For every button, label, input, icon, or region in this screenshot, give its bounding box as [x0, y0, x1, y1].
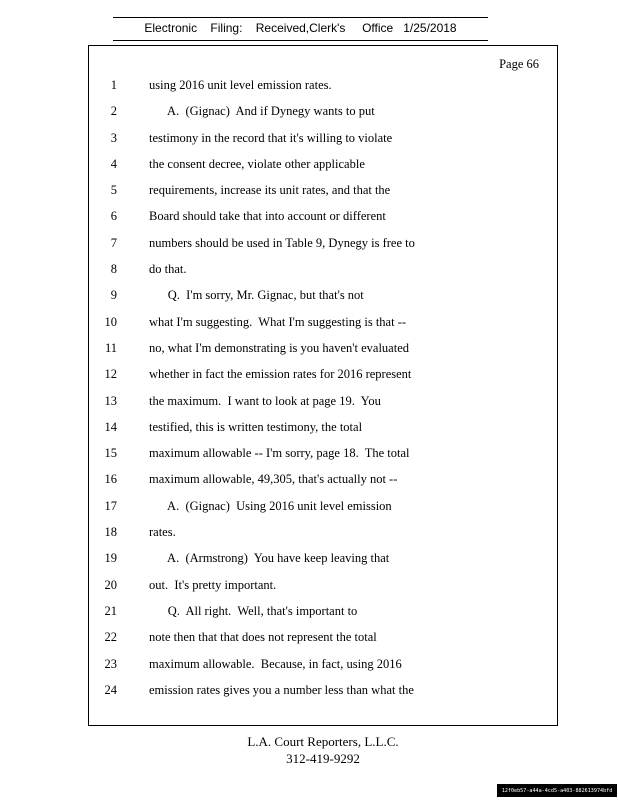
- line-text: whether in fact the emission rates for 2016 represent: [149, 367, 412, 382]
- transcript-line: [89, 72, 551, 98]
- line-number: 24: [104, 682, 117, 697]
- transcript-line: [89, 572, 551, 598]
- transcript-line: [89, 335, 551, 361]
- line-number: 22: [104, 630, 117, 645]
- line-number: 18: [104, 525, 117, 540]
- line-text: Q. All right. Well, that's important to: [149, 603, 358, 618]
- transcript-line: [89, 230, 551, 256]
- line-number: 15: [104, 446, 117, 461]
- transcript-line: [89, 624, 551, 650]
- line-number: 6: [110, 209, 117, 224]
- line-text: A. (Armstrong) You have keep leaving that: [149, 551, 390, 566]
- line-number: 23: [104, 656, 117, 671]
- line-number: 9: [110, 288, 117, 303]
- line-text: maximum allowable -- I'm sorry, page 18. The total: [149, 446, 410, 461]
- line-text: maximum allowable. Because, in fact, using 2016: [149, 656, 402, 671]
- line-text: testified, this is written testimony, the total: [149, 419, 363, 434]
- line-text: note then that that does not represent the total: [149, 630, 377, 645]
- transcript-line: [89, 256, 551, 282]
- line-number: 7: [110, 235, 117, 250]
- transcript-line: [89, 177, 551, 203]
- transcript-line: [89, 519, 551, 545]
- line-number: 21: [104, 603, 117, 618]
- line-number: 19: [104, 551, 117, 566]
- line-text: A. (Gignac) Using 2016 unit level emission: [149, 498, 392, 513]
- transcript-line: [89, 125, 551, 151]
- line-number: 4: [110, 156, 117, 171]
- transcript-line: [89, 440, 551, 466]
- transcript-line: [89, 545, 551, 571]
- line-text: testimony in the record that it's willing to violate: [149, 130, 393, 145]
- line-number: 12: [104, 367, 117, 382]
- line-text: do that.: [149, 262, 187, 277]
- reporter-phone: 312-419-9292: [286, 751, 360, 766]
- line-text: what I'm suggesting. What I'm suggesting is that --: [149, 314, 407, 329]
- line-text: emission rates gives you a number less than what the: [149, 682, 414, 697]
- header-rule-bottom: [113, 40, 488, 41]
- reporter-name: L.A. Court Reporters, L.L.C.: [247, 734, 399, 749]
- transcript-line: [89, 388, 551, 414]
- line-text: the maximum. I want to look at page 19. You: [149, 393, 381, 408]
- line-text: maximum allowable, 49,305, that's actually not --: [149, 472, 398, 487]
- line-number: 20: [104, 577, 117, 592]
- line-text: the consent decree, violate other applicable: [149, 156, 365, 171]
- reporter-footer: [88, 733, 558, 767]
- line-text: no, what I'm demonstrating is you haven't evaluated: [149, 340, 409, 355]
- line-text: using 2016 unit level emission rates.: [149, 78, 332, 92]
- transcript-line: [89, 98, 551, 124]
- transcript-line: [89, 151, 551, 177]
- transcript-page: [88, 45, 558, 726]
- transcript-line: [89, 466, 551, 492]
- line-text: Board should take that into account or different: [149, 209, 386, 224]
- line-text: A. (Gignac) And if Dynegy wants to put: [149, 104, 375, 119]
- transcript-body: [89, 72, 551, 703]
- line-number: 3: [110, 130, 117, 145]
- filing-header: Electronic Filing: Received,Clerk's Office 1/25/2018: [144, 21, 457, 35]
- line-number: 5: [110, 183, 117, 198]
- document-id-stamp: [497, 784, 617, 797]
- transcript-line: [89, 677, 551, 703]
- transcript-line: [89, 598, 551, 624]
- line-number: 8: [110, 262, 117, 277]
- line-number: 14: [104, 419, 117, 434]
- transcript-line: [89, 361, 551, 387]
- transcript-line: [89, 414, 551, 440]
- line-text: requirements, increase its unit rates, and that the: [149, 183, 391, 198]
- transcript-line: [89, 493, 551, 519]
- line-text: Q. I'm sorry, Mr. Gignac, but that's not: [149, 288, 364, 303]
- line-text: out. It's pretty important.: [149, 577, 277, 592]
- line-number: 11: [104, 340, 117, 355]
- transcript-line: [89, 651, 551, 677]
- document-id-text: 12f0eb57-a44a-4cd5-a403-882613974bfd: [501, 787, 613, 794]
- line-number: 1: [110, 78, 117, 92]
- line-text: rates.: [149, 525, 176, 540]
- line-number: 10: [104, 314, 117, 329]
- transcript-line: [89, 282, 551, 308]
- line-text: numbers should be used in Table 9, Dynegy is free to: [149, 235, 415, 250]
- page-number: Page 66: [499, 57, 539, 71]
- line-number: 13: [104, 393, 117, 408]
- line-number: 2: [110, 104, 117, 119]
- line-number: 17: [104, 498, 117, 513]
- header-rule-top: [113, 17, 488, 18]
- line-number: 16: [104, 472, 117, 487]
- transcript-line: [89, 309, 551, 335]
- transcript-line: [89, 203, 551, 229]
